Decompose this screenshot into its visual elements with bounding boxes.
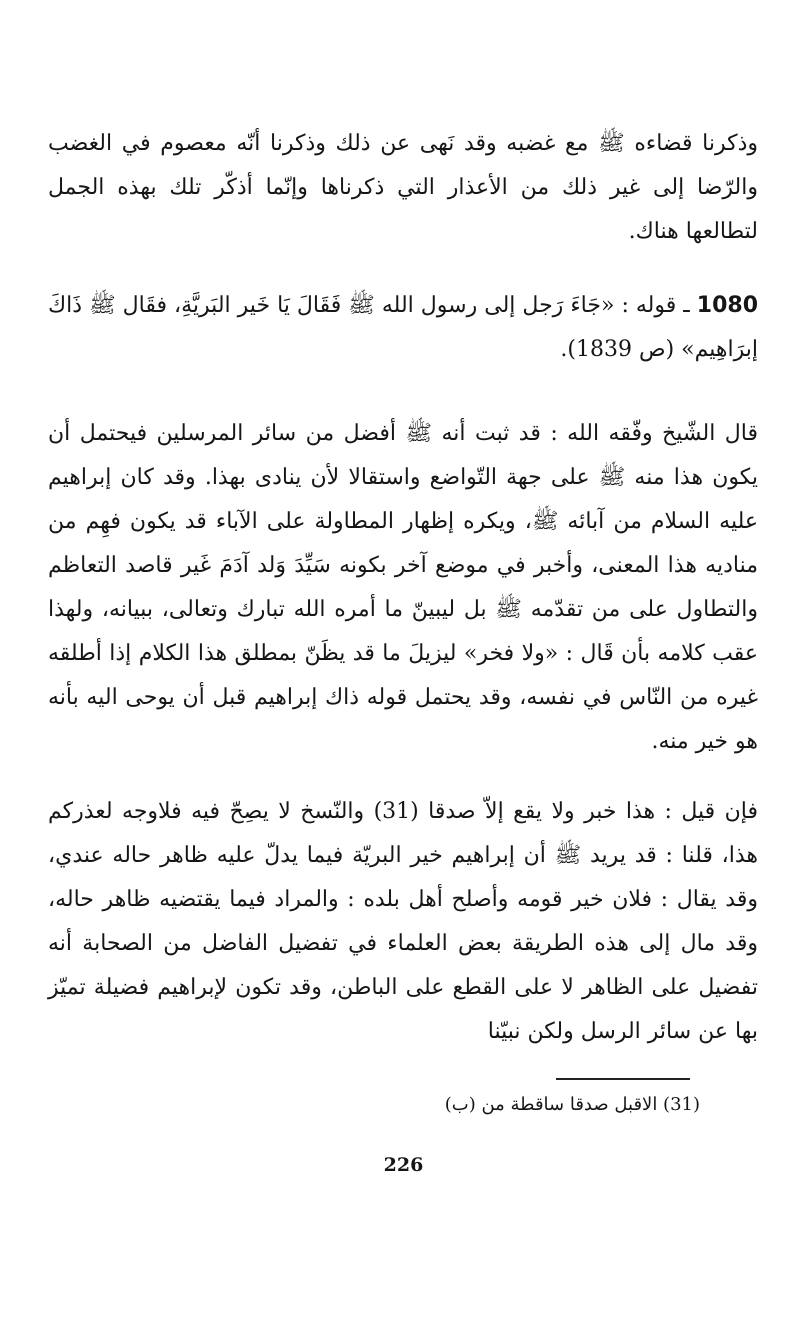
item-number: 1080 xyxy=(696,293,758,318)
paragraph-4: فإن قيل : هذا خبر ولا يقع إلاّ صدقا (31) والنّسخ لا يصِحّ فيه فلاوجه لعذركم هذا، قلنا : قد يريد ﷺ أن إبراهيم خير البريّة فيما يدلّ عليه ظاهر حاله عندي، وقد يقال : فلان خير قومه وأصلح أهل بلده : والمراد فيما يقتضيه ظاهر حاله، وقد مال إلى هذه الطريقة بعض العلماء في تفضيل الفاضل من الصحابة أنه تفضيل على الظاهر لا على القطع على الباطن، وقد تكون لإبراهيم فضيلة تميّز بها عن سائر الرسل ولكن نبيّنا xyxy=(48,799,758,1044)
paragraph-3: قال الشّيخ وفّقه الله : قد ثبت أنه ﷺ أفضل من سائر المرسلين فيحتمل أن يكون هذا منه ﷺ على جهة التّواضع واستقالا لأن ينادى بهذا. وقد كان إبراهيم عليه السلام من آبائه ﷺ، ويكره إظهار المطاولة على الآباء قد يكون فهِم من مناديه هذا المعنى، وأخبر في موضع آخر بكونه سَيِّدَ وَلد آدَمَ غَير قاصد التعاظم والتطاول على من تقدّمه ﷺ بل ليبينّ ما أمره الله تبارك وتعالى، ببيانه، ولهذا عقب كلامه بأن قَال : «ولا فخر» ليزيلَ ما قد يظَنّ بمطلق هذا الكلام إذا أطلقه غيره من النّاس في نفسه، وقد يحتمل قوله ذاك إبراهيم قبل أن يوحى اليه بأنه هو خير منه. xyxy=(48,421,758,754)
footnote: (31) الاقبل صدقا ساقطة من (ب) xyxy=(444,1094,700,1115)
paragraph-2-text: ـ قوله : «جَاءَ رَجل إلى رسول الله ﷺ فَقَالَ يَا خَير البَريَّةِ، فقَال ﷺ ذَاكَ إبرَاهِيم» (ص 1839). xyxy=(48,293,758,362)
paragraph-2 xyxy=(48,284,798,372)
footnote-divider xyxy=(556,1078,690,1080)
paragraph-1: وذكرنا قضاءه ﷺ مع غضبه وقد نَهى عن ذلك وذكرنا أنّه معصوم في الغضب والرّضا إلى غير ذلك من الأعذار التي ذكرناها وإنّما أذكّر تلك بهذه الجمل لتطالعها هناك. xyxy=(48,131,758,244)
page-number: 226 xyxy=(383,1154,424,1176)
